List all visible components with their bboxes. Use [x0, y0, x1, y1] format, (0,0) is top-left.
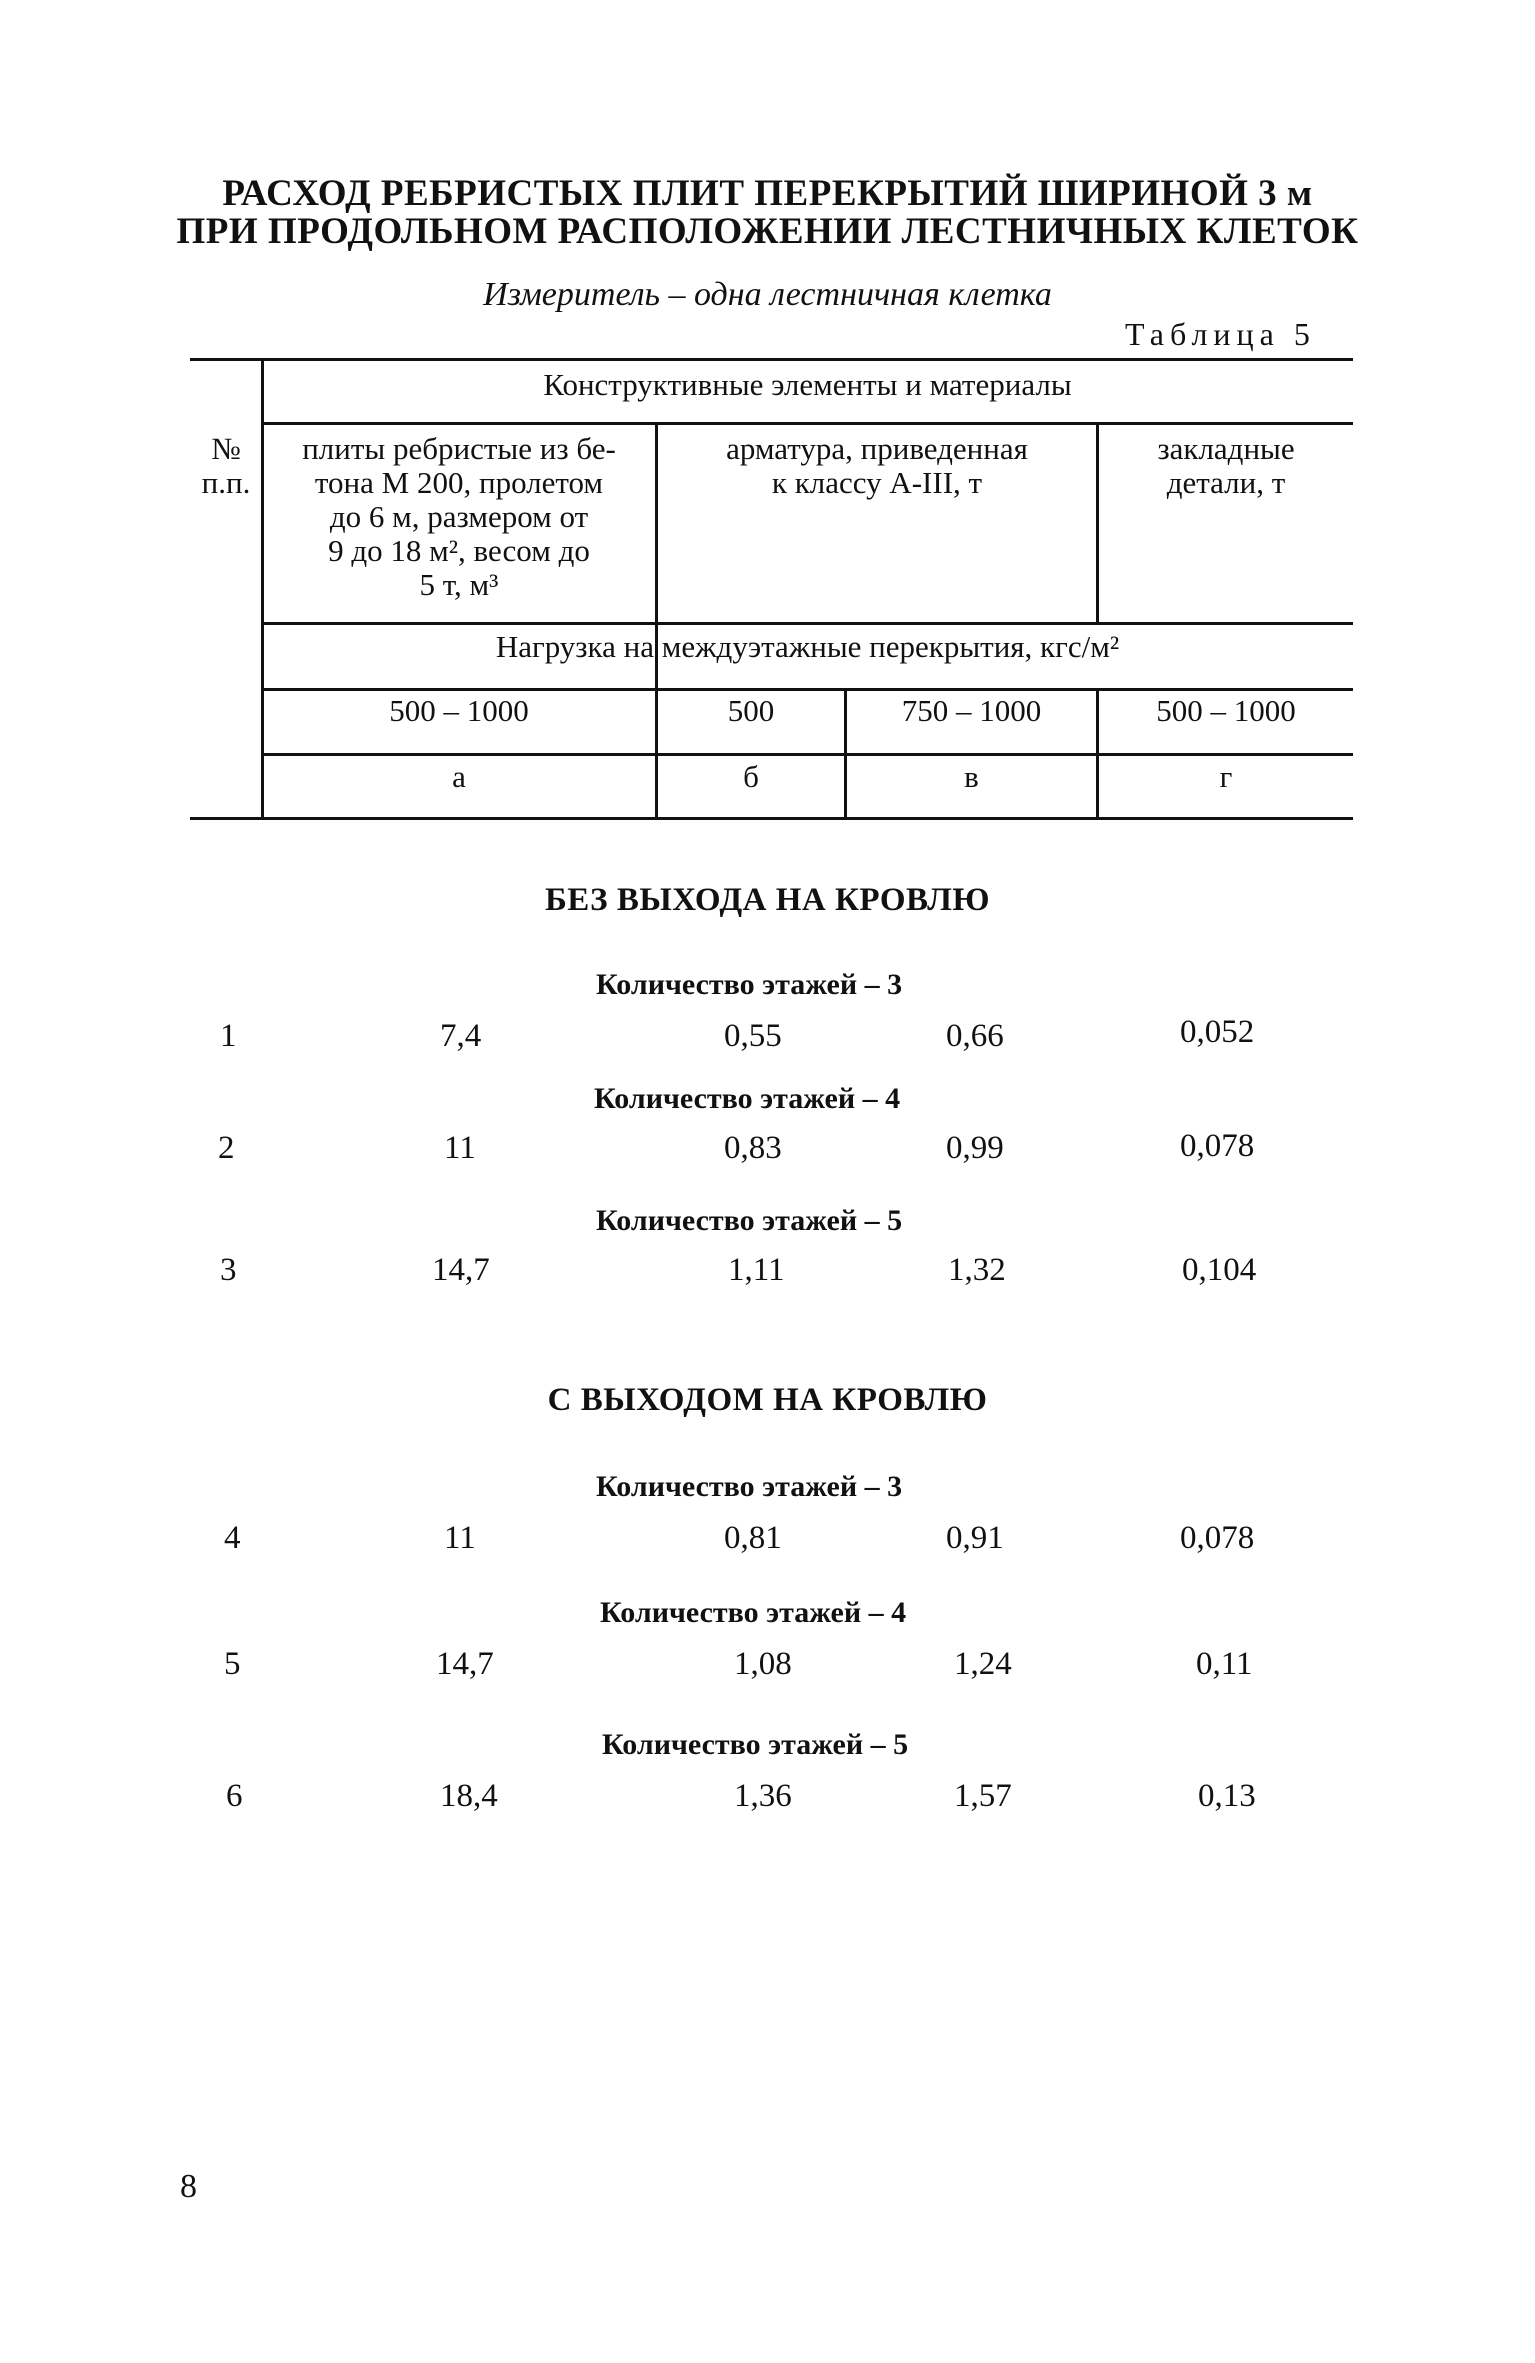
num-column-header: № п.п. [201, 431, 251, 500]
row-number: 3 [220, 1252, 237, 1288]
load-a: 500 – 1000 [389, 693, 529, 728]
value-v: 1,57 [954, 1778, 1012, 1814]
value-a: 11 [444, 1520, 476, 1556]
row-number: 6 [226, 1778, 243, 1814]
value-b: 1,11 [728, 1252, 785, 1288]
column-a-header: плиты ребристые из бе- тона М 200, пролетом до 6 м, размером от 9 до 18 м², весом до 5 т, м³ [302, 431, 616, 602]
value-a: 11 [444, 1130, 476, 1166]
floors-label: Количество этажей – 3 [596, 1470, 903, 1503]
value-a: 7,4 [440, 1018, 482, 1054]
page-title-line-2: ПРИ ПРОДОЛЬНОМ РАСПОЛОЖЕНИИ ЛЕСТНИЧНЫХ КЛЕТОК [176, 211, 1359, 252]
value-g: 0,11 [1196, 1646, 1253, 1682]
load-header: Нагрузка на междуэтажные перекрытия, кгс/м² [495, 629, 1120, 664]
letter-b: б [743, 759, 759, 794]
value-b: 1,36 [734, 1778, 792, 1814]
floors-label: Количество этажей – 4 [600, 1596, 907, 1629]
elements-header: Конструктивные элементы и материалы [543, 367, 1072, 402]
section-title: БЕЗ ВЫХОДА НА КРОВЛЮ [544, 882, 991, 918]
value-b: 0,81 [724, 1520, 782, 1556]
load-b: 500 [727, 693, 775, 728]
column-g-header: закладные детали, т [1157, 431, 1295, 500]
value-v: 1,32 [948, 1252, 1006, 1288]
floors-label: Количество этажей – 5 [602, 1728, 909, 1761]
value-g: 0,13 [1198, 1778, 1256, 1814]
row-number: 1 [220, 1018, 237, 1054]
section-title: С ВЫХОДОМ НА КРОВЛЮ [547, 1382, 988, 1418]
floors-label: Количество этажей – 5 [596, 1204, 903, 1237]
value-a: 14,7 [436, 1646, 494, 1682]
value-g: 0,078 [1180, 1520, 1255, 1556]
floors-label: Количество этажей – 4 [594, 1082, 901, 1115]
value-a: 14,7 [432, 1252, 490, 1288]
value-v: 0,91 [946, 1520, 1004, 1556]
letter-v: в [964, 759, 979, 794]
floors-label: Количество этажей – 3 [596, 968, 903, 1001]
letter-a: а [452, 759, 466, 794]
row-number: 4 [224, 1520, 241, 1556]
row-number: 2 [218, 1130, 235, 1166]
letter-g: г [1219, 759, 1233, 794]
value-g: 0,052 [1180, 1014, 1255, 1050]
row-number: 5 [224, 1646, 241, 1682]
value-a: 18,4 [440, 1778, 498, 1814]
value-b: 1,08 [734, 1646, 792, 1682]
load-v: 750 – 1000 [901, 693, 1042, 728]
value-v: 0,99 [946, 1130, 1004, 1166]
value-g: 0,078 [1180, 1128, 1255, 1164]
measure-unit: Измеритель – одна лестничная клетка [483, 276, 1052, 313]
page-title-line-1: РАСХОД РЕБРИСТЫХ ПЛИТ ПЕРЕКРЫТИЙ ШИРИНОЙ 3 м [222, 173, 1313, 214]
value-b: 0,55 [724, 1018, 782, 1054]
column-bv-header: арматура, приведенная к классу А-III, т [726, 431, 1028, 500]
value-g: 0,104 [1182, 1252, 1257, 1288]
page-number: 8 [180, 2168, 197, 2205]
value-v: 0,66 [946, 1018, 1004, 1054]
load-g: 500 – 1000 [1156, 693, 1296, 728]
value-b: 0,83 [724, 1130, 782, 1166]
table-label: Таблица 5 [1125, 316, 1316, 352]
value-v: 1,24 [954, 1646, 1012, 1682]
